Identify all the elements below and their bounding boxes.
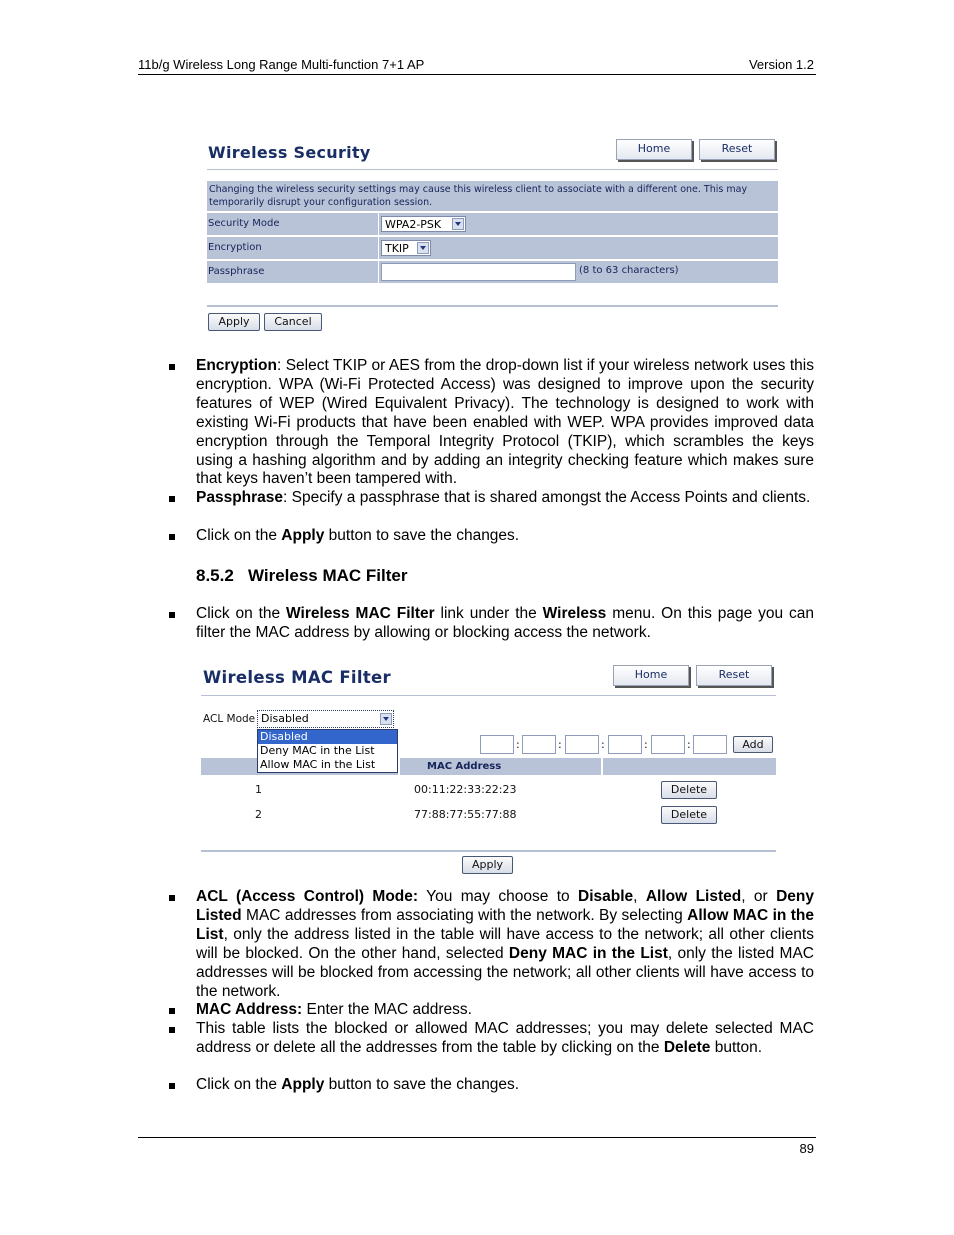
home-button[interactable]: Home [613, 665, 689, 686]
security-mode-value: WPA2-PSK [385, 218, 442, 231]
passphrase-lead: Passphrase [196, 489, 284, 506]
intro-pre: Click on the [196, 605, 287, 622]
acl-text: MAC addresses from associating with the network. By selecting [241, 906, 688, 924]
table-divider [201, 850, 776, 852]
security-title: Wireless Security [208, 143, 371, 162]
mac-lead: MAC Address: [196, 1001, 303, 1018]
mac-text: Enter the MAC address. [302, 1001, 472, 1018]
chevron-down-icon [417, 242, 429, 254]
intro-post: menu. On this page you can filter the MAC address by allowing or blocking access the network. [196, 605, 814, 641]
mac-intro-paragraph [196, 605, 814, 643]
security-mode-label: Security Mode [207, 213, 378, 235]
mac-octet-1-input[interactable] [480, 735, 514, 754]
apply-text-post: button to save the changes. [324, 527, 520, 544]
mac-octet-5-input[interactable] [651, 735, 685, 754]
octet-separator: : [644, 738, 648, 751]
acl-text: You may choose to [418, 888, 579, 905]
octet-separator: : [516, 738, 520, 751]
row-1-mac: 00:11:22:33:22:23 [414, 783, 517, 796]
mac-octet-4-input[interactable] [608, 735, 642, 754]
footer-rule [138, 1137, 816, 1138]
acl-mode-dropdown [257, 729, 398, 773]
encryption-label: Encryption [207, 237, 378, 259]
mac-octet-2-input[interactable] [522, 735, 556, 754]
encryption-select[interactable] [381, 240, 431, 256]
mac-filter-title: Wireless MAC Filter [203, 668, 391, 687]
octet-separator: : [687, 738, 691, 751]
acl-mode-label: ACL Mode [203, 713, 256, 725]
acl-mode-value: Disabled [261, 712, 309, 725]
acl-option-deny[interactable]: Deny MAC in the List [260, 744, 375, 757]
acl-bold: Disable [578, 888, 634, 905]
acl-mode-select[interactable] [257, 710, 394, 728]
passphrase-label: Passphrase [207, 261, 378, 283]
acl-text: , only the address listed in the table will have access to the network; all other clients will be blocked. On the other hand, selected [196, 925, 814, 962]
row-2-number: 2 [255, 808, 262, 821]
acl-bold: Deny Listed [196, 888, 814, 924]
section-title: Wireless MAC Filter [247, 566, 408, 585]
page-number: 89 [799, 1141, 814, 1156]
form-divider [207, 305, 778, 307]
section-heading [196, 566, 407, 586]
header-title: 11b/g Wireless Long Range Multi-function 7+1 AP [138, 57, 425, 72]
chevron-down-icon [380, 713, 392, 725]
octet-separator: : [558, 738, 562, 751]
passphrase-text: : Specify a passphrase that is shared amongst the Access Points and clients. [283, 489, 811, 506]
encryption-lead: Encryption [196, 357, 277, 374]
apply-bold: Apply [281, 527, 325, 544]
intro-bold-link: Wireless MAC Filter [286, 605, 435, 622]
encryption-cell [379, 237, 778, 259]
title-divider [201, 695, 776, 696]
acl-bold: Allow MAC in the List [196, 906, 814, 943]
acl-bold: Deny MAC in the List [508, 944, 668, 962]
acl-option-disabled[interactable]: Disabled [258, 730, 397, 744]
apply-paragraph-1 [196, 527, 814, 546]
apply-text-pre: Click on the [196, 527, 282, 544]
table-paragraph [196, 1020, 814, 1058]
row-1-number: 1 [255, 783, 262, 796]
encryption-paragraph [196, 357, 814, 489]
mac-octet-6-input[interactable] [693, 735, 727, 754]
intro-mid: link under the [434, 605, 543, 622]
octet-separator: : [601, 738, 605, 751]
title-divider [207, 169, 778, 170]
mac-octet-3-input[interactable] [565, 735, 599, 754]
table-text-post: button. [710, 1038, 763, 1056]
delete-button-row-2[interactable]: Delete [661, 806, 717, 824]
apply-text-post: button to save the changes. [324, 1076, 520, 1093]
acl-text: , only the listed MAC addresses will be blocked from accessing the network; all other clients will have access to the network. [196, 944, 814, 1000]
table-text-pre: This table lists the blocked or allowed MAC addresses; you may delete selected MAC address or delete all the addresses from the table by clicking on the [196, 1020, 814, 1056]
apply-button[interactable]: Apply [208, 313, 260, 331]
acl-option-allow[interactable]: Allow MAC in the List [260, 758, 376, 771]
encryption-text: : Select TKIP or AES from the drop-down list if your wireless network uses this encryption. WPA (Wi-Fi Protected Access) was designed to improve upon the security features of WEP (Wired Equivalent Privacy). The technology is designed to work with existing Wi-Fi products that have been enabled with WEP. WPA provides improved data encryption through the Temporal Integrity Protocol (TKIP), which scrambles the keys using a hashing algorithm and by adding an integrity checking feature which makes sure that keys haven’t been tampered with. [196, 357, 814, 488]
apply-paragraph-2 [196, 1076, 814, 1095]
header-rule [138, 74, 816, 75]
header-version: Version 1.2 [748, 57, 814, 72]
bullet-icon [169, 612, 175, 618]
add-button[interactable]: Add [733, 736, 773, 753]
row-2-mac: 77:88:77:55:77:88 [414, 808, 517, 821]
apply-bold: Apply [281, 1076, 325, 1093]
chevron-down-icon [452, 218, 464, 230]
acl-text: , [633, 888, 646, 905]
reset-button[interactable]: Reset [699, 139, 775, 160]
bullet-icon [169, 1083, 175, 1089]
acl-text: , or [741, 888, 777, 905]
security-mode-select[interactable] [381, 216, 466, 232]
passphrase-paragraph [196, 489, 814, 508]
acl-mode-paragraph [196, 888, 814, 1001]
cancel-button[interactable]: Cancel [264, 313, 322, 331]
apply-text-pre: Click on the [196, 1076, 282, 1093]
home-button[interactable]: Home [616, 139, 692, 160]
mac-address-header: MAC Address [398, 758, 603, 775]
reset-button[interactable]: Reset [696, 665, 772, 686]
intro-bold-menu: Wireless [542, 605, 607, 622]
apply-button[interactable]: Apply [462, 856, 513, 874]
bullet-icon [169, 364, 175, 370]
bullet-icon [169, 534, 175, 540]
bullet-icon [169, 496, 175, 502]
acl-lead: ACL (Access Control) Mode: [196, 888, 419, 905]
table-bold: Delete [663, 1038, 711, 1056]
section-number: 8.5.2 [196, 566, 234, 585]
security-notice: Changing the wireless security settings may cause this wireless client to associate with a different one. This may temporarily disrupt your configuration session. [207, 181, 778, 211]
passphrase-input[interactable] [381, 263, 576, 281]
acl-bold: Allow Listed [645, 888, 742, 905]
delete-button-row-1[interactable]: Delete [661, 781, 717, 799]
bullet-icon [169, 895, 175, 901]
bullet-icon [169, 1008, 175, 1014]
bullet-icon [169, 1027, 175, 1033]
passphrase-hint: (8 to 63 characters) [579, 265, 679, 276]
encryption-value: TKIP [385, 242, 409, 255]
mac-address-paragraph [196, 1001, 814, 1020]
